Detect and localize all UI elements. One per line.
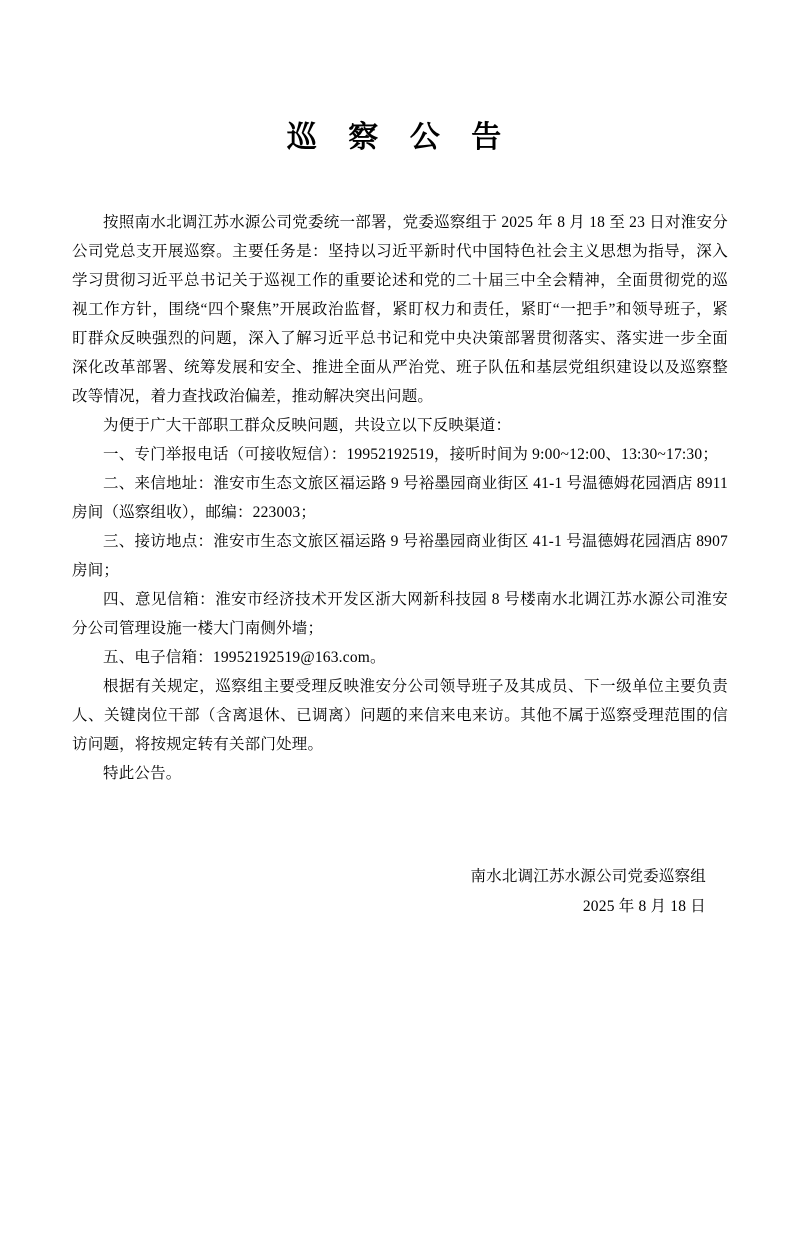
- page-title: 巡 察 公 告: [286, 121, 514, 154]
- paragraph-channel-email: 五、电子信箱：19952192519@163.com。: [103, 649, 386, 666]
- signature-organization: 南水北调江苏水源公司党委巡察组: [470, 868, 706, 885]
- paragraph-closing: 特此公告。: [103, 765, 182, 782]
- document-page: [0, 112, 800, 1243]
- paragraph-channel-visit-location: 三、接访地点：淮安市生态文旅区福运路 9 号裕墨园商业街区 41-1 号温德姆花园酒店 8907 房间；: [72, 533, 728, 579]
- signature-block: [72, 862, 728, 922]
- signature-date: 2025 年 8 月 18 日: [582, 898, 706, 915]
- paragraph-channel-phone: 一、专门举报电话（可接收短信）：19952192519，接听时间为 9:00~12:00、13:30~17:30；: [103, 446, 719, 463]
- paragraph-channel-suggestion-box: 四、意见信箱：淮安市经济技术开发区浙大网新科技园 8 号楼南水北调江苏水源公司淮安分公司管理设施一楼大门南侧外墙；: [72, 591, 728, 637]
- paragraph-scope: 根据有关规定，巡察组主要受理反映淮安分公司领导班子及其成员、下一级单位主要负责人、关键岗位干部（含离退休、已调离）问题的来信来电来访。其他不属于巡察受理范围的信访问题，将按规定转有关部门处理。: [72, 678, 728, 753]
- paragraph-channel-mail-address: 二、来信地址：淮安市生态文旅区福运路 9 号裕墨园商业街区 41-1 号温德姆花园酒店 8911 房间（巡察组收），邮编：223003；: [72, 475, 728, 521]
- paragraph-intro: 按照南水北调江苏水源公司党委统一部署，党委巡察组于 2025 年 8 月 18 至 23 日对淮安分公司党总支开展巡察。主要任务是：坚持以习近平新时代中国特色社会主义思想为指导，深入学习贯彻习近平总书记关于巡视工作的重要论述和党的二十届三中全会精神，全面贯彻党的巡视工作方针，围绕“四个聚焦”开展政治监督，紧盯权力和责任，紧盯“一把手”和领导班子，紧盯群众反映强烈的问题，深入了解习近平总书记和党中央决策部署贯彻落实、落实进一步全面深化改革部署、统筹发展和安全、推进全面从严治党、班子队伍和基层党组织建设以及巡察整改等情况，着力查找政治偏差，推动解决突出问题。: [72, 214, 728, 405]
- paragraph-channels-lead: 为便于广大干部职工群众反映问题，共设立以下反映渠道：: [103, 417, 512, 434]
- document-body: [72, 208, 728, 788]
